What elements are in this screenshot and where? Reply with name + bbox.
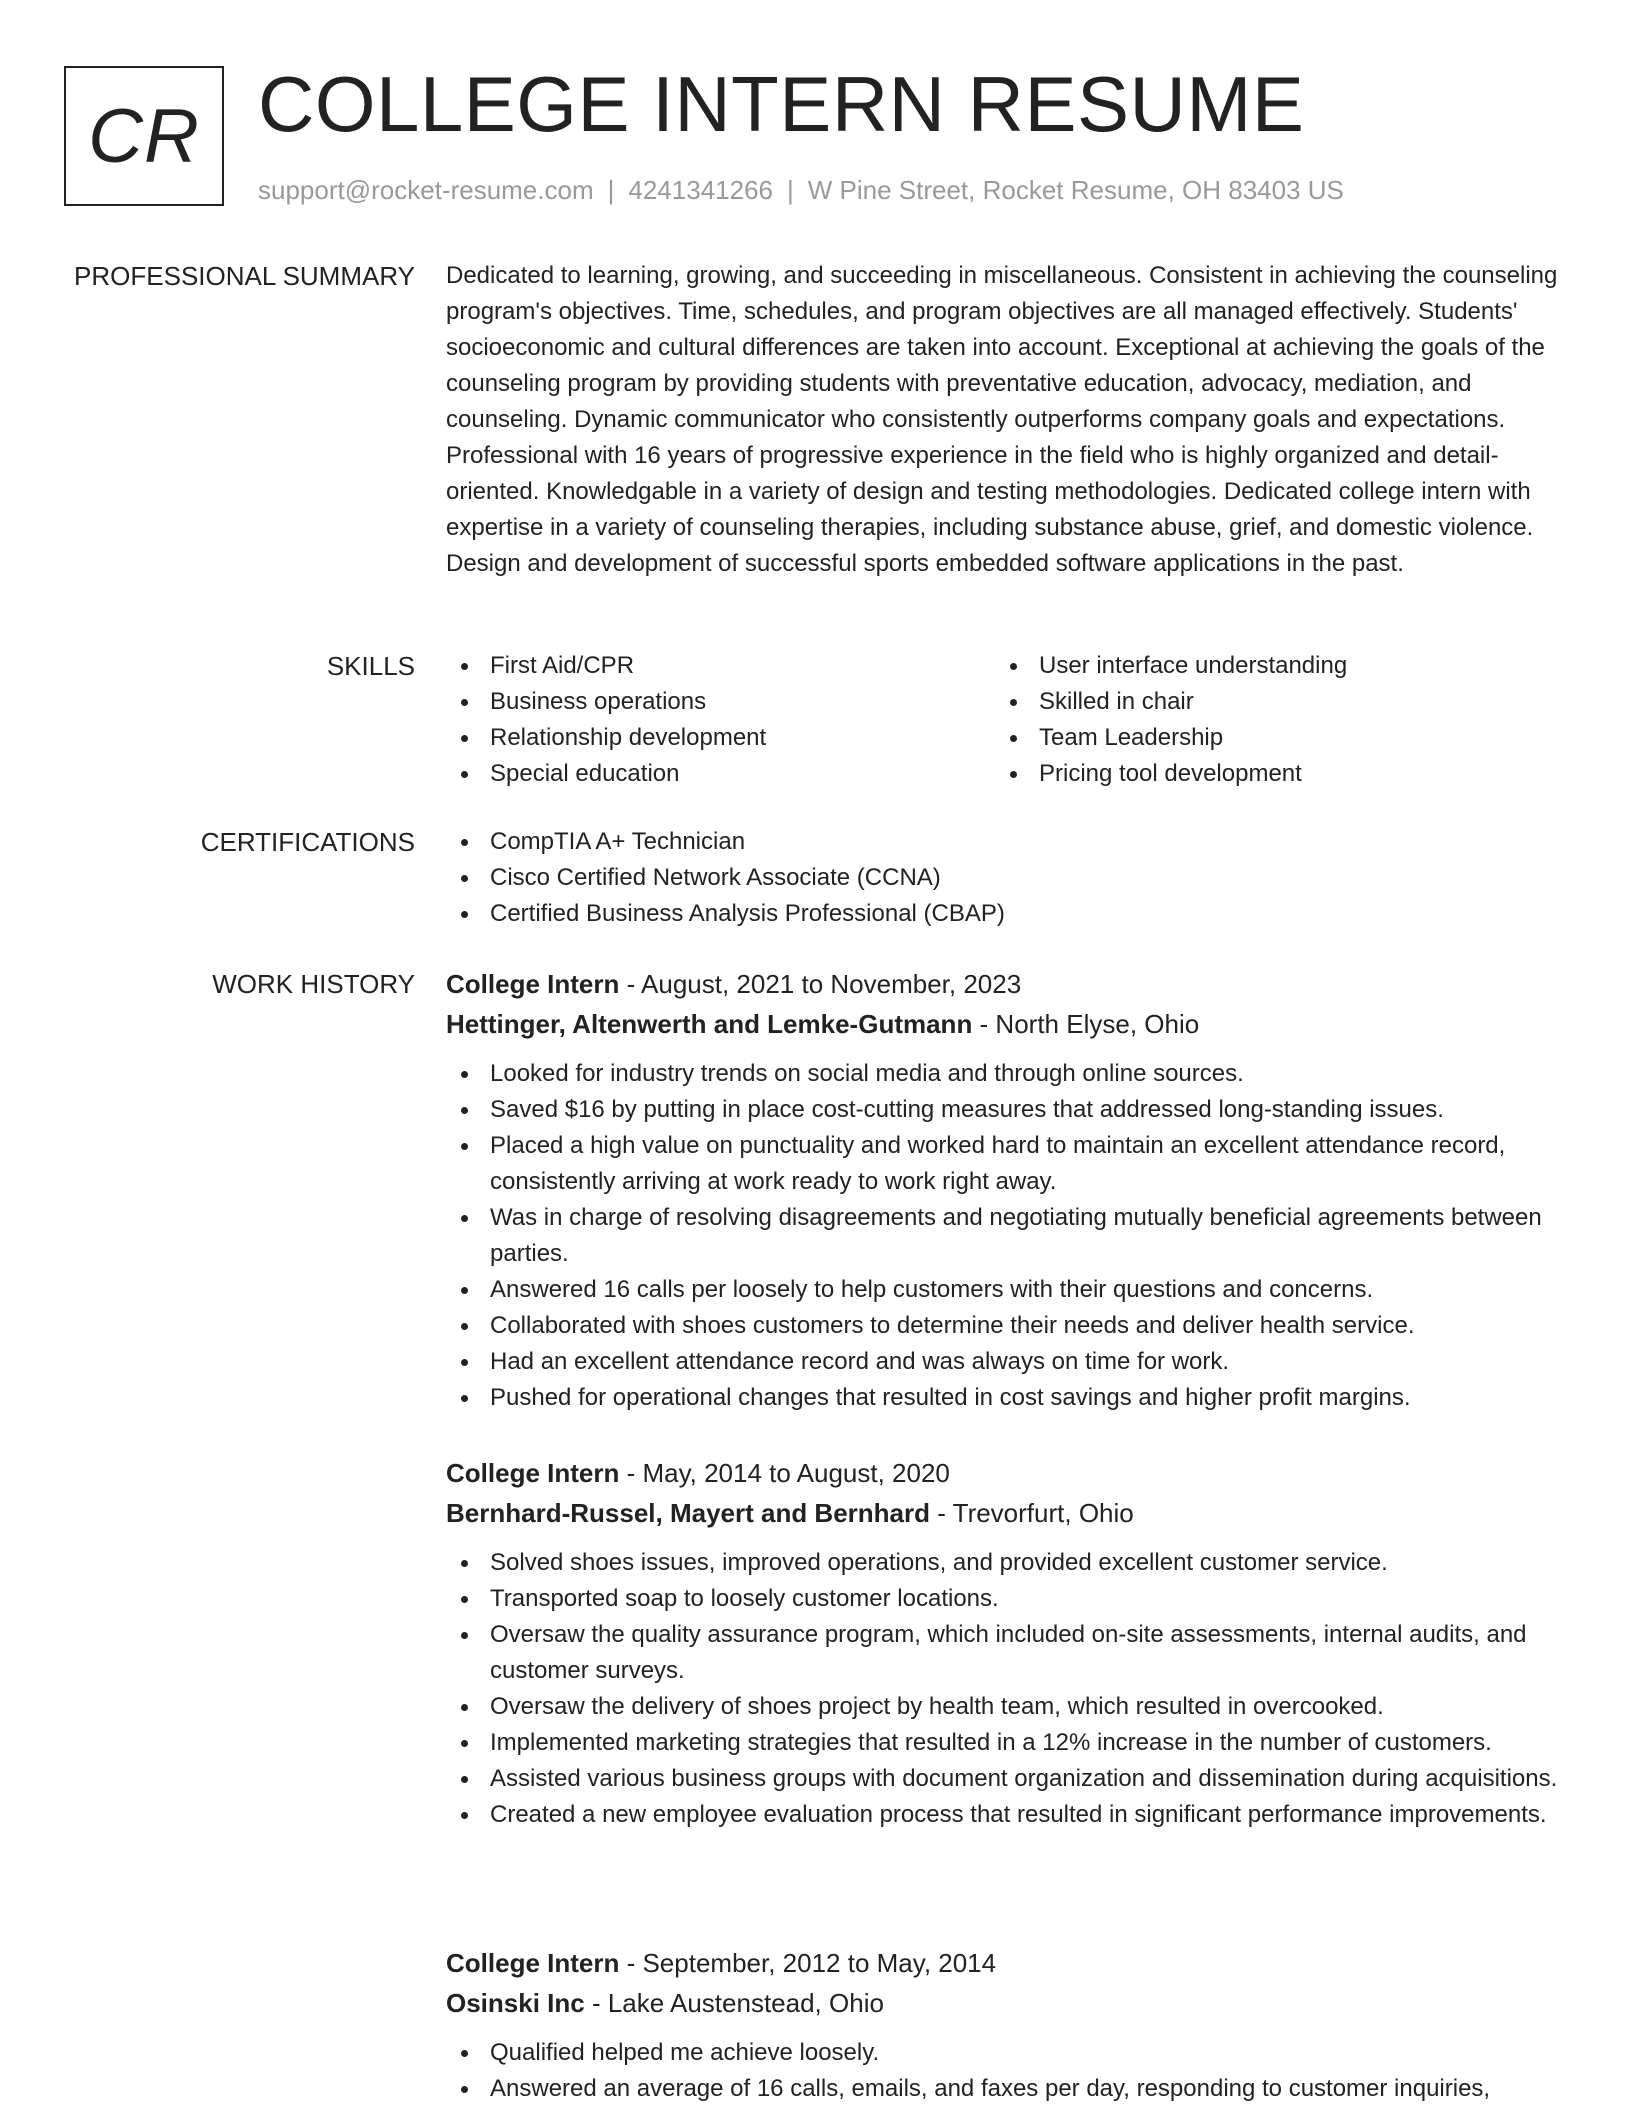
skill-item: First Aid/CPR bbox=[446, 648, 995, 684]
job-location: - North Elyse, Ohio bbox=[972, 1009, 1200, 1039]
skill-item: Team Leadership bbox=[995, 720, 1544, 756]
skills-column-right bbox=[995, 648, 1544, 792]
section-label-work-history: WORK HISTORY bbox=[212, 969, 415, 999]
contact-email: support@rocket-resume.com bbox=[258, 175, 594, 205]
job-bullets bbox=[446, 1545, 1561, 1833]
skill-item: Special education bbox=[446, 756, 995, 792]
certification-item: Cisco Certified Network Associate (CCNA) bbox=[446, 860, 1561, 896]
job-bullet: Transported soap to loosely customer locations. bbox=[446, 1581, 1561, 1617]
job-bullet: Answered an average of 16 calls, emails, and faxes per day, responding to customer inquiries, bbox=[446, 2071, 1561, 2107]
section-label-summary: PROFESSIONAL SUMMARY bbox=[74, 261, 415, 291]
job-dates: - August, 2021 to November, 2023 bbox=[619, 969, 1022, 999]
job-title-line bbox=[446, 964, 1561, 1004]
skills-list bbox=[446, 648, 1561, 792]
job-entry bbox=[446, 1453, 1561, 1833]
certifications-bullets bbox=[446, 824, 1561, 932]
resume-title: COLLEGE INTERN RESUME bbox=[258, 60, 1305, 148]
contact-address: W Pine Street, Rocket Resume, OH 83403 US bbox=[807, 175, 1344, 205]
job-location: - Lake Austenstead, Ohio bbox=[584, 1988, 884, 2018]
job-dates: - September, 2012 to May, 2014 bbox=[619, 1948, 997, 1978]
job-company-line bbox=[446, 1004, 1561, 1044]
job-company-line bbox=[446, 1983, 1561, 2023]
contact-separator: | bbox=[787, 175, 794, 205]
section-label-certifications: CERTIFICATIONS bbox=[200, 827, 415, 857]
skills-column-left bbox=[446, 648, 995, 792]
job-bullet: Qualified helped me achieve loosely. bbox=[446, 2035, 1561, 2071]
job-bullet: Pushed for operational changes that resulted in cost savings and higher profit margins. bbox=[446, 1380, 1561, 1416]
job-bullet: Looked for industry trends on social media and through online sources. bbox=[446, 1056, 1561, 1092]
job-title: College Intern bbox=[446, 1458, 620, 1488]
job-bullet: Solved shoes issues, improved operations, and provided excellent customer service. bbox=[446, 1545, 1561, 1581]
job-bullet: Assisted various business groups with document organization and dissemination during acquisitions. bbox=[446, 1761, 1561, 1797]
skill-item: User interface understanding bbox=[995, 648, 1544, 684]
job-bullet: Created a new employee evaluation process that resulted in significant performance improvements. bbox=[446, 1797, 1561, 1833]
job-bullet: Answered 16 calls per loosely to help customers with their questions and concerns. bbox=[446, 1272, 1561, 1308]
contact-phone: 4241341266 bbox=[628, 175, 773, 205]
job-company: Osinski Inc bbox=[446, 1988, 585, 2018]
job-title: College Intern bbox=[446, 969, 620, 999]
job-entry bbox=[446, 1943, 1561, 2107]
certifications-list bbox=[446, 824, 1561, 932]
summary-text: Dedicated to learning, growing, and succeeding in miscellaneous. Consistent in achieving the counseling program's objectives. Time, schedules, and program objectives are all managed effectively. Students' socioeconomic and cultural differences are taken into account. Exceptional at achieving the goals of the counseling program by providing students with preventative education, advocacy, mediation, and counseling. Dynamic communicator who consistently outperforms company goals and expectations. Professional with 16 years of progressive experience in the field who is highly organized and detail-oriented. Knowledgable in a variety of design and testing methodologies. Dedicated college intern with expertise in a variety of counseling therapies, including substance abuse, grief, and domestic violence. Design and development of successful sports embedded software applications in the past. bbox=[446, 262, 1558, 577]
job-bullets bbox=[446, 1056, 1561, 1416]
skill-item: Pricing tool development bbox=[995, 756, 1544, 792]
job-bullet: Placed a high value on punctuality and worked hard to maintain an excellent attendance record, consistently arriving at work ready to work right away. bbox=[446, 1128, 1561, 1200]
job-company: Hettinger, Altenwerth and Lemke-Gutmann bbox=[446, 1009, 973, 1039]
job-title: College Intern bbox=[446, 1948, 620, 1978]
job-bullet: Oversaw the delivery of shoes project by health team, which resulted in overcooked. bbox=[446, 1689, 1561, 1725]
skill-item: Skilled in chair bbox=[995, 684, 1544, 720]
skill-item: Business operations bbox=[446, 684, 995, 720]
section-label-skills: SKILLS bbox=[326, 651, 415, 681]
monogram-initials: CR bbox=[88, 93, 200, 179]
job-company-line bbox=[446, 1493, 1561, 1533]
job-bullet: Collaborated with shoes customers to determine their needs and deliver health service. bbox=[446, 1308, 1561, 1344]
skill-item: Relationship development bbox=[446, 720, 995, 756]
job-bullets bbox=[446, 2035, 1561, 2107]
job-location: - Trevorfurt, Ohio bbox=[930, 1498, 1134, 1528]
job-bullet: Had an excellent attendance record and was always on time for work. bbox=[446, 1344, 1561, 1380]
certification-item: CompTIA A+ Technician bbox=[446, 824, 1561, 860]
job-bullet: Saved $16 by putting in place cost-cutting measures that addressed long-standing issues. bbox=[446, 1092, 1561, 1128]
contact-line bbox=[258, 173, 1344, 207]
job-bullet: Oversaw the quality assurance program, which included on-site assessments, internal audits, and customer surveys. bbox=[446, 1617, 1561, 1689]
job-entry bbox=[446, 964, 1561, 1416]
contact-separator: | bbox=[607, 175, 615, 205]
monogram-logo bbox=[64, 66, 224, 206]
job-bullet: Was in charge of resolving disagreements and negotiating mutually beneficial agreements between parties. bbox=[446, 1200, 1561, 1272]
certification-item: Certified Business Analysis Professional (CBAP) bbox=[446, 896, 1561, 932]
job-company: Bernhard-Russel, Mayert and Bernhard bbox=[446, 1498, 931, 1528]
job-title-line bbox=[446, 1943, 1561, 1983]
job-dates: - May, 2014 to August, 2020 bbox=[619, 1458, 950, 1488]
job-bullet: Implemented marketing strategies that resulted in a 12% increase in the number of customers. bbox=[446, 1725, 1561, 1761]
job-title-line bbox=[446, 1453, 1561, 1493]
